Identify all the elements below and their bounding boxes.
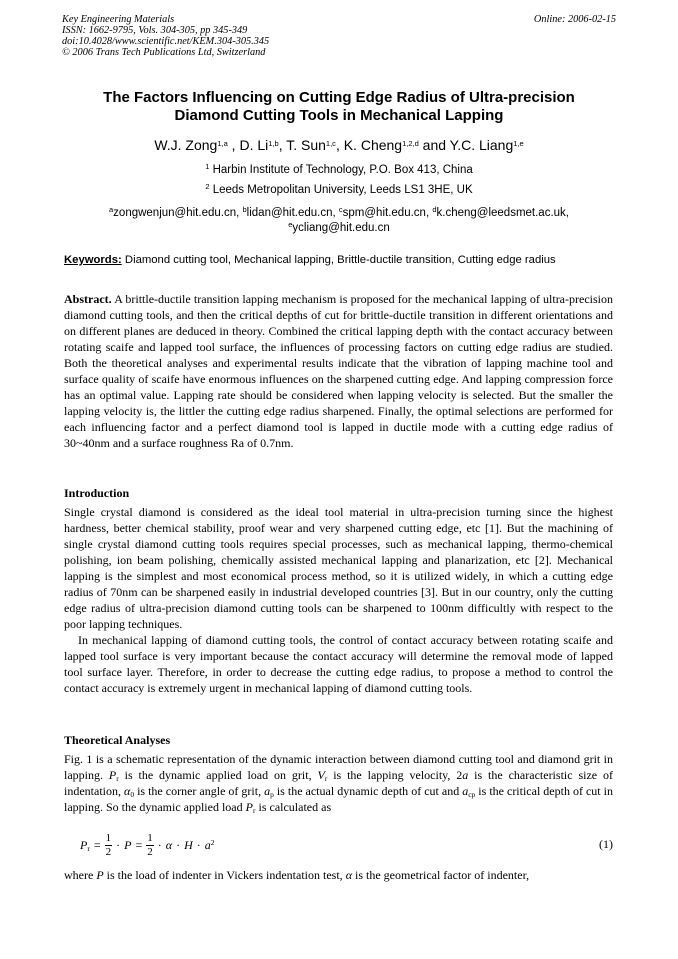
eq-dot: · <box>176 837 181 852</box>
introduction-heading: Introduction <box>64 486 130 500</box>
subscript-r: r <box>252 806 256 815</box>
eq-equals: = <box>135 837 143 852</box>
after-equation-text <box>64 867 613 883</box>
email-sup: b <box>242 205 247 214</box>
theory-text: is the dynamic applied load on grit, <box>118 768 318 782</box>
theory-text: is the corner angle of grit, <box>134 784 265 798</box>
email-line-2 <box>40 221 638 235</box>
title-line-1: The Factors Influencing on Cutting Edge Radius of Ultra-precision <box>103 89 575 106</box>
email-link[interactable]: spm@hit.edu.cn <box>342 207 426 219</box>
author-separator: and <box>418 137 450 153</box>
eq-symbol-P: P <box>80 837 88 852</box>
eq-symbol-H: H <box>184 837 193 852</box>
affiliation-sup: 1 <box>205 162 210 171</box>
keywords <box>64 253 620 267</box>
theory-text: Fig. 1 is a schematic representation of the dynamic interaction between diamond cutting tool and diamond grit in lapping. <box>64 752 613 782</box>
affiliation-sup: 2 <box>205 182 210 191</box>
after-eq-text: where <box>64 868 97 882</box>
author-separator: , <box>335 137 344 153</box>
author-name: T. Sun <box>286 137 326 153</box>
equation-body <box>80 826 214 864</box>
symbol-alpha: α <box>345 868 352 882</box>
keywords-text: Diamond cutting tool, Mechanical lapping, Brittle-ductile transition, Cutting edge radius <box>124 254 556 266</box>
frac-num: 1 <box>105 831 112 844</box>
email-link[interactable]: ycliang@hit.edu.cn <box>292 222 390 234</box>
author-name: W.J. Zong <box>154 137 218 153</box>
abstract-label: Abstract. <box>64 292 112 306</box>
author-separator: , <box>227 137 240 153</box>
email-sup: d <box>432 205 437 214</box>
introduction-paragraph-1: Single crystal diamond is considered as the ideal tool material in ultra-precision turning since the highest hardness, better chemical stability, proof wear and very sharpened cutting edge, etc [1]. But the machining of single crystal diamond cutting tools requires special processes, such as mechanical lapping, thermo-chemical polishing, ion beam polishing, chemically assisted mechanical lapping and planarization, etc [2]. Mechanical lapping is the simplest and most economical process method, so it is utilized widely, in which a cutting edge radius of 70nm can be sharpened easily in industrial developed countries [3]. But in our country, only the cutting edge radius of ultra-precision diamond cutting tools can be sharpened to 100nm difficultly with respect to the poor lapping techniques. <box>64 505 613 631</box>
eq-exponent: 2 <box>210 837 215 847</box>
author-name: Y.C. Liang <box>449 137 514 153</box>
subscript-r: r <box>116 774 119 783</box>
theory-paragraph <box>64 751 613 815</box>
email-link[interactable]: zongwenjun@hit.edu.cn <box>113 207 237 219</box>
author-separator: , <box>278 137 287 153</box>
theory-text: is the critical depth of cut in lapping. So the dynamic applied load <box>64 784 613 814</box>
author-sup: 1,e <box>513 139 524 148</box>
frac-den: 2 <box>147 845 153 858</box>
email-link[interactable]: lidan@hit.edu.cn <box>246 207 333 219</box>
journal-copyright: © 2006 Trans Tech Publications Ltd, Switzerland <box>62 47 266 58</box>
paper-title <box>40 89 638 125</box>
journal-name: Key Engineering Materials <box>62 14 175 25</box>
eq-equals: = <box>93 837 101 852</box>
theory-text: is the lapping velocity, 2 <box>327 768 463 782</box>
frac-num: 1 <box>147 831 153 844</box>
subscript-0: 0 <box>130 790 135 799</box>
introduction-body <box>64 504 613 696</box>
author-sup: 1,b <box>268 139 279 148</box>
affiliation-text: Harbin Institute of Technology, P.O. Box 413, China <box>212 164 473 176</box>
equation-number: (1) <box>599 837 613 851</box>
author-sup: 1,a <box>217 139 228 148</box>
author-sup: 1,2,d <box>402 139 419 148</box>
eq-symbol-alpha: α <box>165 837 173 852</box>
after-eq-text: is the geometrical factor of indenter, <box>352 868 530 882</box>
eq-dot: · <box>116 837 121 852</box>
subscript-p: p <box>270 790 274 799</box>
journal-header <box>62 14 269 58</box>
eq-fraction <box>146 832 154 859</box>
abstract-text: A brittle-ductile transition lapping mechanism is proposed for the mechanical lapping of ultra-precision diamond cutting tools, and then the critical depths of cut for brittle-ductile transition in different orientations and on different planes are deduced in theory. Combined the critical lapping depth with the contact accuracy between rotating scaife and lapped tool surface, the influences of processing factors on cutting edge radius are studied. Both the theoretical analyses and experimental results indicate that the vibration of lapping machine tool and surface quality of scaife have enormous influences on the sharpened cutting edge. And lapping compression force has an optimal value. Lapping rate should be considered when lapping velocity is selected. But the smaller the lapping velocity is, the littler the cutting edge radius sharpened. Finally, the optimal selections are performed for each influencing factor and a perfect diamond tool is lapped in ductile mode with a cutting edge radius of 30~40nm and a surface roughness Ra of 0.7nm. <box>64 292 613 450</box>
symbol-V: V <box>317 768 325 782</box>
frac-den: 2 <box>105 845 112 858</box>
eq-symbol-P: P <box>124 837 132 852</box>
eq-dot: · <box>157 837 162 852</box>
title-line-2: Diamond Cutting Tools in Mechanical Lapping <box>174 107 504 124</box>
email-link[interactable]: k.cheng@leedsmet.ac.uk <box>436 207 566 219</box>
affiliation-1 <box>40 163 638 177</box>
affiliation-2 <box>40 183 638 197</box>
introduction-paragraph-2: In mechanical lapping of diamond cutting tools, the control of contact accuracy between rotating scaife and lapped tool surface is very important because the contact accuracy will determine the removal mode of lapped tool surface layer. Therefore, in order to decrease the cutting edge radius, to propose a method to control the contact accuracy is extremely urgent in mechanical lapping of diamond cutting tools. <box>64 633 613 695</box>
eq-fraction <box>105 832 113 859</box>
symbol-a: a <box>462 768 469 782</box>
keywords-label: Keywords: <box>64 254 122 266</box>
theory-text: is calculated as <box>255 800 332 814</box>
affiliation-text: Leeds Metropolitan University, Leeds LS1 3HE, UK <box>212 184 473 196</box>
after-eq-text: is the load of indenter in Vickers indentation test, <box>103 868 346 882</box>
subscript-cp: cp <box>468 790 476 799</box>
symbol-alpha: α <box>124 784 131 798</box>
email-sup: e <box>288 220 293 229</box>
eq-dot: · <box>196 837 201 852</box>
theory-text: is the characteristic size of indentation, <box>64 768 613 798</box>
email-sup: c <box>338 205 343 214</box>
symbol-P: P <box>108 768 117 782</box>
email-line-1: $^a$zongwenjun@hit.edu.cn, $^b$lidan@hit.edu.cn, $^c$spm@hit.edu.cn, $^d$k.cheng@leedsmet.ac.uk, <box>109 205 569 219</box>
journal-doi: doi:10.4028/www.scientific.net/KEM.304-305.345 <box>62 36 270 47</box>
symbol-P: P <box>96 868 104 882</box>
eq-subscript-r: r <box>87 843 90 853</box>
theory-text: is the actual dynamic depth of cut and <box>273 784 463 798</box>
eq-symbol-a: a <box>204 837 211 852</box>
equation-1 <box>80 826 613 864</box>
symbol-P: P <box>245 800 253 814</box>
journal-issn: ISSN: 1662-9795, Vols. 304-305, pp 345-349 <box>62 25 248 36</box>
theory-heading: Theoretical Analyses <box>64 733 171 747</box>
subscript-r: r <box>324 774 328 783</box>
symbol-a: a <box>264 784 271 798</box>
online-date: Online: 2006-02-15 <box>533 14 616 25</box>
author-name: K. Cheng <box>343 137 403 153</box>
symbol-a: a <box>462 784 469 798</box>
author-sup: 1,c <box>325 139 336 148</box>
author-name: D. Li <box>239 137 269 153</box>
author-list <box>40 136 638 154</box>
email-sup: a <box>109 205 114 214</box>
abstract <box>64 291 613 451</box>
